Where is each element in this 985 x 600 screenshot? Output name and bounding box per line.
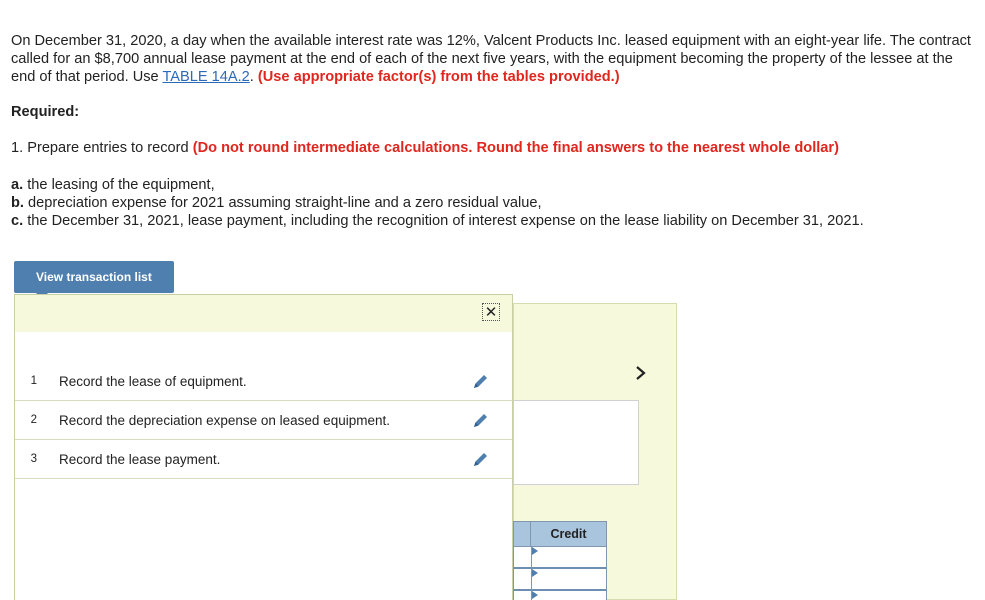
sub-b: [11, 194, 971, 212]
transaction-list-popup: [14, 294, 513, 600]
header-blank-cell: [513, 521, 531, 547]
part1-instruction: [11, 140, 971, 156]
popup-header: [15, 295, 512, 332]
pencil-icon[interactable]: [471, 449, 491, 469]
transaction-item-1[interactable]: [15, 362, 512, 401]
problem-intro: [11, 32, 971, 86]
part1-note: (Do not round intermediate calculations. Round the final answers to the nearest whole dollar): [192, 140, 839, 156]
sub-a-letter: a.: [11, 177, 24, 193]
credit-row[interactable]: [513, 547, 607, 569]
table-link[interactable]: TABLE 14A.2: [162, 69, 250, 85]
credit-cell[interactable]: [531, 547, 607, 569]
journal-entry-box: [513, 400, 639, 485]
credit-column-header: [513, 521, 607, 547]
sub-b-letter: b.: [11, 195, 24, 211]
credit-row[interactable]: [513, 569, 607, 591]
transaction-number: 1: [30, 375, 37, 387]
pencil-icon[interactable]: [471, 371, 491, 391]
sub-b-text: depreciation expense for 2021 assuming straight-line and a zero residual value,: [23, 195, 542, 211]
credit-cell[interactable]: [531, 569, 607, 591]
intro-note: (Use appropriate factor(s) from the tables provided.): [257, 69, 620, 85]
sub-c-text: the December 31, 2021, lease payment, including the recognition of interest expense on the lease liability on December 31, 2021.: [23, 213, 864, 229]
view-transaction-list-button[interactable]: View transaction list: [14, 261, 174, 293]
row-marker: [513, 569, 531, 591]
transaction-label: Record the lease payment.: [59, 451, 221, 467]
transaction-label: Record the lease of equipment.: [59, 373, 247, 389]
required-label: Required:: [11, 104, 80, 120]
row-marker: [513, 591, 531, 600]
sub-a-text: the leasing of the equipment,: [23, 177, 215, 193]
row-marker: [513, 547, 531, 569]
close-icon[interactable]: ✕: [482, 303, 500, 321]
part1-text: 1. Prepare entries to record: [11, 140, 193, 156]
transaction-number: 3: [30, 453, 37, 465]
chevron-right-icon[interactable]: [634, 364, 652, 384]
pencil-icon[interactable]: [471, 410, 491, 430]
transaction-item-3[interactable]: [15, 440, 512, 479]
transaction-item-2[interactable]: [15, 401, 512, 440]
sub-c: [11, 212, 971, 230]
intro-after-link: .: [249, 69, 258, 85]
credit-row[interactable]: [513, 591, 607, 600]
sub-requirements: [11, 176, 971, 230]
transaction-label: Record the depreciation expense on leased equipment.: [59, 412, 390, 428]
transaction-number: 2: [30, 414, 37, 426]
sub-c-letter: c.: [11, 213, 24, 229]
credit-header-label: Credit: [531, 521, 607, 547]
credit-cell[interactable]: [531, 591, 607, 600]
intro-text: On December 31, 2020, a day when the available interest rate was 12%, Valcent Products Inc. leased equipment with an eight-year life. The contract called for an $8,700 annual lease payment at the end of each of the next five years, with the equipment becoming the property of the lessee at the end of that period. Use: [11, 33, 971, 85]
sub-a: [11, 176, 971, 194]
